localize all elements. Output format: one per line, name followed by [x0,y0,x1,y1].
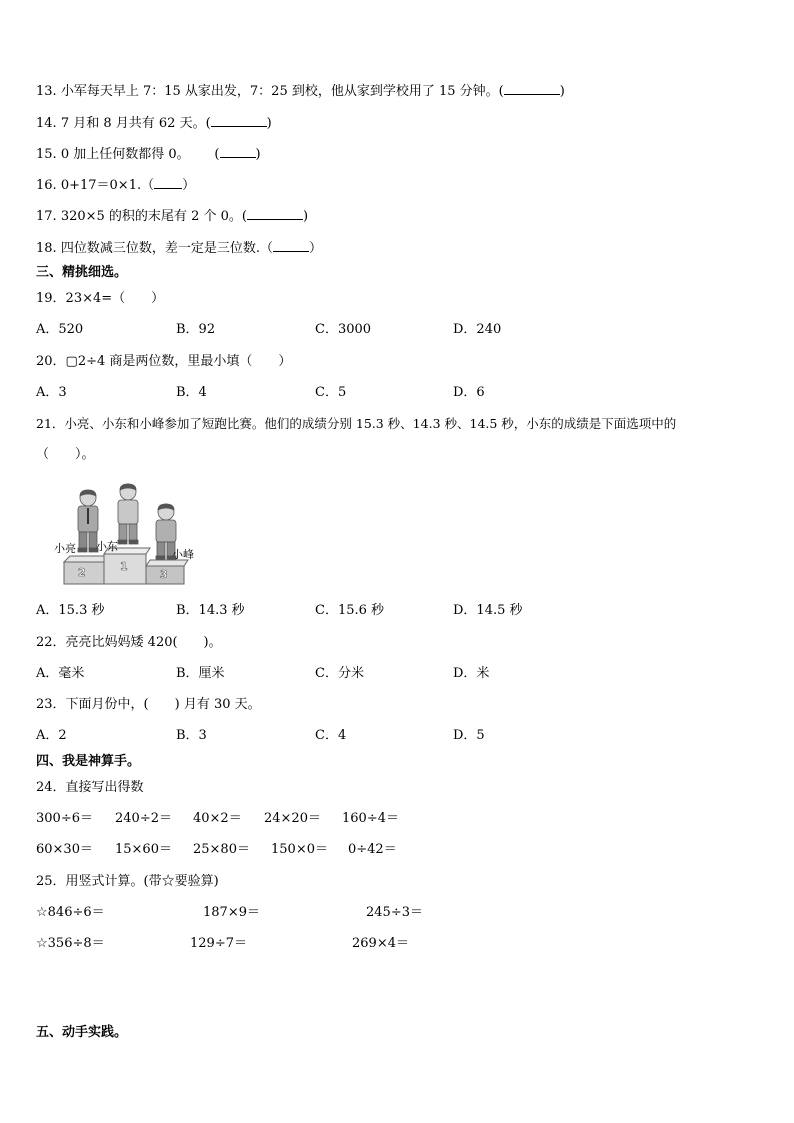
paren-close: ) [266,116,272,131]
option-a[interactable]: A．15.3 秒 [36,603,105,618]
answer-blank[interactable] [220,145,256,158]
option-c[interactable]: C．4 [315,728,347,743]
option-b[interactable]: B．3 [176,728,207,743]
option-d[interactable]: D．5 [453,728,485,743]
calc-item: 25×80＝ [193,842,250,857]
podium-illustration [54,482,204,586]
option-b[interactable]: B．14.3 秒 [176,603,245,618]
option-c[interactable]: C．5 [315,385,347,400]
question-15 [36,145,261,164]
question-text: 7 月和 8 月共有 62 天。( [60,116,211,131]
label-xiaofeng: 小峰 [172,548,194,561]
option-a[interactable]: A．2 [36,728,67,743]
answer-blank[interactable] [154,176,182,189]
question-20-stem: 20．▢2÷4 商是两位数，里最小填（ ） [36,354,292,369]
option-b[interactable]: B．92 [176,322,216,337]
option-c[interactable]: C．15.6 秒 [315,603,385,618]
calc-item: 150×0＝ [271,842,328,857]
label-xiaoliang: 小亮 [54,542,76,555]
question-23-stem: 23．下面月份中，( ) 月有 30 天。 [36,697,261,712]
podium-number-2: 2 [78,566,86,579]
question-number: 14. [36,116,57,131]
paren-close: ) [302,209,309,224]
calc-item: 160÷4＝ [342,811,399,826]
kid-xiaoliang-figure [78,490,98,552]
podium-number-3: 3 [160,568,168,581]
option-c[interactable]: C．3000 [315,322,372,337]
option-d[interactable]: D．米 [453,666,490,681]
answer-blank[interactable] [273,239,309,252]
calc-item: ☆356÷8＝ [36,936,105,951]
calc-item: 15×60＝ [115,842,172,857]
paren-close: ) [559,84,565,99]
option-d[interactable]: D．14.5 秒 [453,603,523,618]
question-13 [36,82,565,101]
option-a[interactable]: A．3 [36,385,67,400]
calc-item: 40×2＝ [193,811,242,826]
calc-item: 0÷42＝ [348,842,397,857]
question-text: 0 加上任何数都得 0。 ( [60,147,220,162]
calc-item: 187×9＝ [203,905,260,920]
answer-blank[interactable] [247,207,303,220]
question-text: 0+17＝0×1.（ [60,178,155,193]
podium-figure-icon [54,482,204,586]
calc-item: 269×4＝ [352,936,409,951]
section-heading-3: 三、精挑细选。 [36,265,128,280]
question-text: 小军每天早上 7：15 从家出发，7：25 到校，他从家到学校用了 15 分钟。( [60,84,504,99]
question-16 [36,176,195,195]
question-number: 17. [36,209,57,224]
question-21-stem: 21．小亮、小东和小峰参加了短跑比赛。他们的成绩分别 15.3 秒、14.3 秒、14.5 秒，小东的成绩是下面选项中的 [36,416,677,431]
option-b[interactable]: B．厘米 [176,666,225,681]
calc-item: 240÷2＝ [115,811,172,826]
option-a[interactable]: A．毫米 [36,666,85,681]
option-d[interactable]: D．240 [453,322,502,337]
paren-close: ） [182,178,196,193]
paren-close: ) [255,147,261,162]
answer-blank[interactable] [211,114,267,127]
paren-close: ） [308,241,322,256]
option-b[interactable]: B．4 [176,385,207,400]
question-22-stem: 22．亮亮比妈妈矮 420( )。 [36,635,222,650]
question-18 [36,239,322,258]
question-text: 320×5 的积的末尾有 2 个 0。( [60,209,247,224]
label-xiaodong: 小东 [96,540,118,553]
question-number: 16. [36,178,57,193]
option-c[interactable]: C．分米 [315,666,364,681]
section-heading-5: 五、动手实践。 [36,1025,128,1040]
kid-xiaodong-figure [118,484,138,544]
question-number: 15. [36,147,57,162]
calc-item: ☆846÷6＝ [36,905,105,920]
option-a[interactable]: A．520 [36,322,84,337]
question-number: 18. [36,241,57,256]
question-text: 四位数减三位数，差一定是三位数.（ [60,241,273,256]
option-d[interactable]: D．6 [453,385,485,400]
question-19-stem: 19．23×4=（ ） [36,291,165,306]
question-17 [36,207,308,226]
calc-item: 300÷6＝ [36,811,93,826]
question-24-stem: 24．直接写出得数 [36,780,144,795]
section-heading-4: 四、我是神算手。 [36,754,141,769]
calc-item: 245÷3＝ [366,905,423,920]
question-21-stem-continued: （ ）。 [36,447,95,462]
answer-blank[interactable] [504,82,560,95]
podium-number-1: 1 [120,560,128,573]
calc-item: 24×20＝ [264,811,321,826]
calc-item: 129÷7＝ [190,936,247,951]
question-25-stem: 25．用竖式计算。(带☆要验算) [36,874,219,889]
calc-item: 60×30＝ [36,842,93,857]
question-number: 13. [36,84,57,99]
question-14 [36,114,272,133]
